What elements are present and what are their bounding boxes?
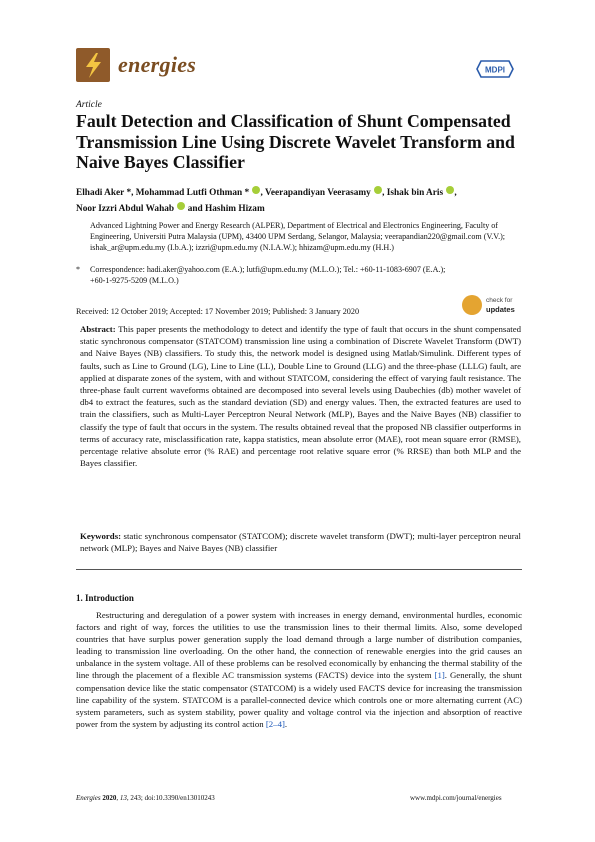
author-name: Ishak bin Aris [386, 188, 444, 198]
correspondence-line: +60-1-9275-5209 (M.L.O.) [90, 275, 179, 285]
article-type: Article [76, 100, 102, 110]
author-marker: *, [124, 188, 136, 198]
author-name: Elhadi Aker [76, 188, 125, 198]
journal-logo-icon [76, 48, 110, 82]
correspondence [76, 265, 521, 287]
abstract-label: Abstract: [80, 324, 116, 334]
citation-link[interactable]: [1] [434, 670, 445, 681]
publication-dates: Received: 12 October 2019; Accepted: 17 November 2019; Published: 3 January 2020 [76, 307, 360, 316]
journal-name: energies [118, 52, 197, 77]
correspondence-line: Correspondence: hadi.aker@yahoo.com (E.A.); lutfi@upm.edu.my (M.L.O.); Tel.: +60-11-1083-6907 (E.A.); [90, 265, 446, 274]
author-name: Mohammad Lutfi Othman [135, 188, 243, 198]
keywords [80, 530, 521, 554]
correspondence-marker: * [76, 265, 81, 274]
orcid-icon[interactable] [446, 186, 454, 194]
intro-text: . Generally, the shunt compensation device like the static compensator (STATCOM) is a widely used FACTS device for increasing the transmission line capability of the system. STATCOM is a parallel-connected device which controls one or more alternating current (AC) system parameters, such as system stability, power quality and voltage control via the injection and absorption of reactive power from the system by adjusting its control action [76, 670, 522, 729]
intro-text: Restructuring and deregulation of a power system with increases in energy demand, environmental hurdles, economic factors and right of way, forces the utilities to use the transmission lines to their thermal limits. Also, some developed countries that have surplus power generation supply the load demand through a large number of distribution companies, leading to transmission line overloading. On the other hand, the connection of renewable energies into the grid causes an unbalance in the system voltage. All of these problems can be resolved economically by enhancing the thermal stability of the line through the placement of a flexible AC transmission systems (FACTS) device into the system [76, 610, 522, 681]
section-divider [76, 569, 522, 570]
intro-paragraph [76, 609, 522, 730]
footer-journal: Energies [76, 794, 101, 802]
keywords-text: static synchronous compensator (STATCOM); discrete wavelet transform (DWT); multi-layer perceptron neural network (MLP); Bayes and Naive Bayes (NB) classifier [80, 531, 521, 554]
intro-text: . [284, 718, 288, 729]
author-list: Elhadi Aker *, Mohammad Lutfi Othman * , Veerapandiyan Veerasamy , Ishak bin Aris , Noor Izzri Abdul Wahab and Hashim Hizam [76, 188, 457, 214]
footer-year: 2020 [102, 794, 117, 802]
footer-citation: Energies 2020, 13, 243; doi:10.3390/en13010243 [76, 794, 215, 802]
check-updates-label: check for [486, 297, 513, 304]
orcid-icon[interactable] [252, 186, 260, 194]
check-updates-icon [462, 295, 482, 315]
author-name: Noor Izzri Abdul Wahab [76, 203, 175, 214]
abstract-text: This paper presents the methodology to detect and identify the type of fault that occurs in the shunt compensated static synchronous compensator (STATCOM) transmission line using a combination of Discrete Wavelet Transform (DWT) and Naive Bayes (NB) classifiers. To study this, the network model is designed using Matlab/Simulink. Different types of faults, such as Line to Ground (LG), Line to Line (LL), Double Line to Ground (LLG) and the three-phase (LLLG) fault, are applied at disparate zones of the system, with and without STATCOM, considering the effect of varying fault resistance. The three-phase fault current waveforms obtained are decomposed into several levels using Daubechies (db) mother wavelet of db4 to extract the features, such as the standard deviation (SD) and energy values. Then, the extracted features are used to train the classifiers, such as Multi-Layer Perceptron Neural Network (MLP), Bayes and the Naive Bayes (NB) classifier to classify the type of fault that occurs in the system. The results obtained reveal that the proposed NB classifier outperforms in terms of accuracy rate, misclassification rate, kappa statistics, mean absolute error (MAE), root mean square error (RMSE), percentage relative absolute error (% RAE) and percentage root relative square error (% RRSE) than both MLP and the Bayes classifier. [80, 324, 521, 469]
abstract [80, 323, 521, 469]
orcid-icon[interactable] [374, 186, 382, 194]
keywords-label: Keywords: [80, 531, 122, 541]
footer-doi: , 243; doi:10.3390/en13010243 [126, 794, 215, 802]
mdpi-logo [475, 58, 515, 80]
citation-link[interactable]: [2–4] [265, 718, 285, 729]
footer-volume: 13 [119, 794, 127, 802]
footer-url[interactable]: www.mdpi.com/journal/energies [410, 794, 502, 802]
author-marker: * [242, 188, 250, 198]
section-title: 1. Introduction [76, 593, 134, 603]
author-name: Hashim Hizam [205, 203, 265, 214]
mdpi-logo-text: MDPI [485, 65, 505, 75]
affiliation: Advanced Lightning Power and Energy Research (ALPER), Department of Electrical and Electronics Engineering, Faculty of Engineering, Universiti Putra Malaysia (UPM), 43400 UPM Serdang, Selangor, Malaysia; veerapandian220@gmail.com (V.V.); ishak_ar@upm.edu.my (I.b.A.); izzri@upm.edu.my (N.I.A.W.); hhizam@upm.edu.my (H.H.) [90, 221, 506, 252]
check-updates-label: updates [486, 305, 515, 314]
check-for-updates-button[interactable] [462, 295, 522, 317]
orcid-icon[interactable] [177, 202, 185, 210]
paper-title: Fault Detection and Classification of Shunt Compensated Transmission Line Using Discrete Wavelet Transform and Naive Bayes Classifier [76, 111, 515, 172]
author-name: Veerapandiyan Veerasamy [264, 188, 371, 198]
